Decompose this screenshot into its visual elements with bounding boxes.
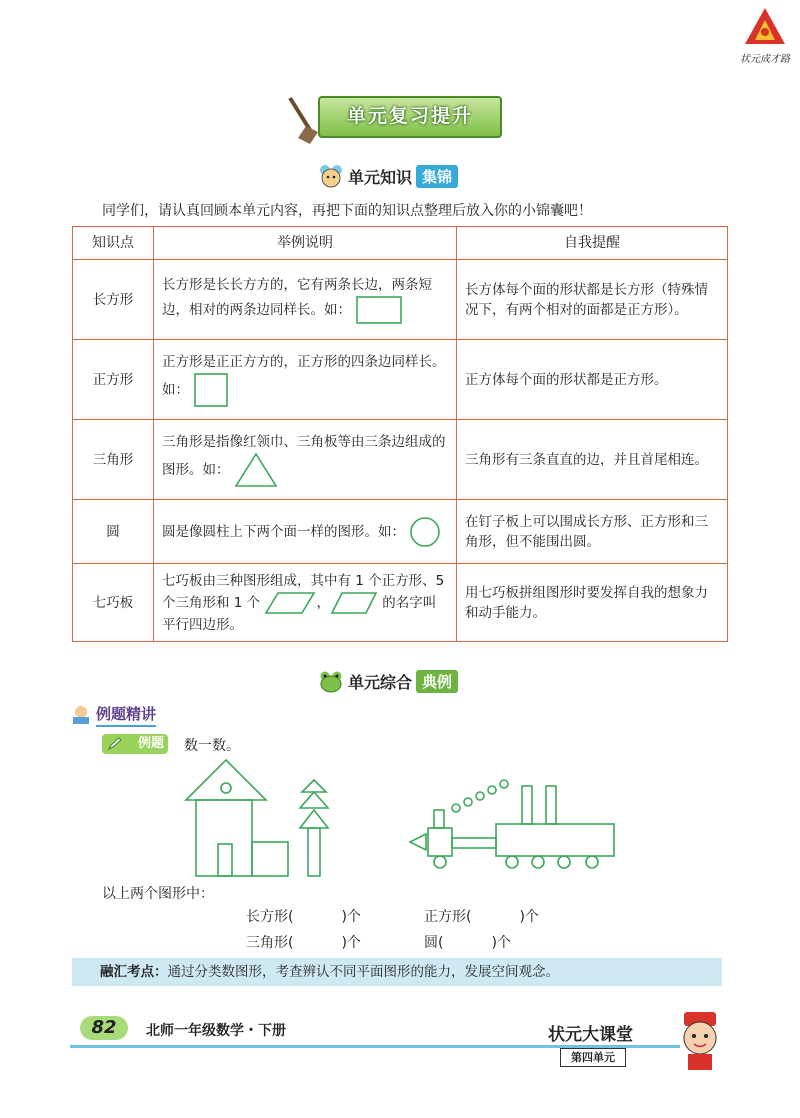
parallelogram-shape [264,591,316,615]
roof-triangle [186,760,266,800]
count-triangle [246,932,361,952]
reminder-cell: 长方体每个面的形状都是长方形（特殊情况下，有两个相对的面都是正方形）。 [457,260,728,340]
knowledge-point: 长方形 [73,260,154,340]
tree-trunk-rect [308,828,320,876]
square-shape [193,372,229,408]
section-title: 单元知识 [348,167,413,187]
knowledge-table [72,226,728,642]
reminder-cell: 三角形有三条直直的边，并且首尾相连。 [457,420,728,500]
knowledge-point: 三角形 [73,420,154,500]
house-and-tree-figure [182,758,332,878]
comprehensive-section-header [318,667,458,695]
count-label: 长方形( [246,909,294,925]
unit-review-banner: 单元复习提升 [318,96,502,138]
footer-brand: 状元大课堂 [548,1025,633,1045]
knowledge-point: 圆 [73,500,154,564]
side-square [252,842,288,876]
example-text: 正方形是正正方方的，正方形的四条边同样长。如： [162,353,446,398]
reminder-cell: 在钉子板上可以围成长方形、正方形和三角形，但不能围出圆。 [457,500,728,564]
section-tag: 集锦 [416,165,458,188]
table-row [73,340,728,420]
example-text: ， [316,594,330,611]
lecture-title: 例题精讲 [96,703,156,727]
knowledge-section-header [318,162,458,190]
train-figure [404,776,618,872]
example-text: 的名字叫平行四边形。 [162,594,437,633]
reminder-cell: 正方体每个面的形状都是正方形。 [457,340,728,420]
example-cell [154,420,457,500]
header-knowledge-point: 知识点 [73,227,154,260]
pencil-icon [107,737,123,751]
book-title: 北师一年级数学・下册 [146,1023,286,1039]
count-square [424,906,539,926]
tree-triangle-mid [300,792,328,808]
frog-mascot-icon [318,668,344,694]
table-row [73,500,728,564]
question-lead-text: 以上两个图形中： [102,886,214,902]
lecture-heading [70,703,156,727]
table-row [73,564,728,642]
example-tag [102,734,168,754]
example-text: 圆是像圆柱上下两个面一样的图形。如： [162,523,405,540]
example-task: 数一数。 [184,738,240,754]
kid-reading-icon [70,705,92,725]
example-text: 三角形是指像红领巾、三角板等由三条边组成的图形。如： [162,433,446,478]
page-number: 82 [80,1016,128,1040]
house-body-rect [196,800,252,876]
exam-point-text: 通过分类数图形，考查辨认不同平面图形的能力，发展空间观念。 [167,964,559,980]
tree-triangle-top [302,780,326,792]
count-rectangle [246,906,361,926]
parallelogram-shape [330,591,378,615]
door-rect [218,844,232,876]
knowledge-point: 七巧板 [73,564,154,642]
table-row [73,260,728,340]
count-suffix: )个 [491,935,511,951]
count-label: 圆( [424,935,444,951]
example-cell [154,564,457,642]
logo-text: 状元成才路 [740,54,790,65]
count-suffix: )个 [519,909,539,925]
example-cell [154,500,457,564]
example-text: 七巧板由三种图形组成，其中有 1 个正方形、5 个三角形和 1 个 [162,572,445,611]
count-suffix: )个 [341,935,361,951]
intro-text: 同学们，请认真回顾本单元内容，再把下面的知识点整理后放入你的小锦囊吧！ [102,203,592,219]
unit-tab: 第四单元 [560,1048,626,1067]
section-title: 单元综合 [348,672,413,692]
count-label: 正方形( [424,909,472,925]
brand-logo [736,6,794,66]
mouse-mascot-icon [318,163,344,189]
count-suffix: )个 [341,909,361,925]
scholar-mascot-icon [670,1008,730,1072]
header-example: 举例说明 [154,227,457,260]
count-label: 三角形( [246,935,294,951]
count-circle [424,932,511,952]
section-tag: 典例 [416,670,458,693]
table-row [73,420,728,500]
example-tag-label: 例题 [137,736,164,751]
circle-shape [409,516,441,548]
example-cell [154,260,457,340]
rectangle-shape [355,295,403,325]
knowledge-point: 正方形 [73,340,154,420]
window-circle [221,783,231,793]
header-reminder: 自我提醒 [457,227,728,260]
triangle-shape [234,452,278,488]
exam-point-label: 融汇考点： [100,964,168,980]
exam-point-bar [72,958,722,986]
tree-triangle-bottom [300,810,328,828]
example-cell [154,340,457,420]
logo-triangle-icon [743,6,787,46]
example-text: 长方形是长长方方的，它有两条长边，两条短边，相对的两条边同样长。如： [162,276,432,318]
reminder-cell: 用七巧板拼组图形时要发挥自我的想象力和动手能力。 [457,564,728,642]
